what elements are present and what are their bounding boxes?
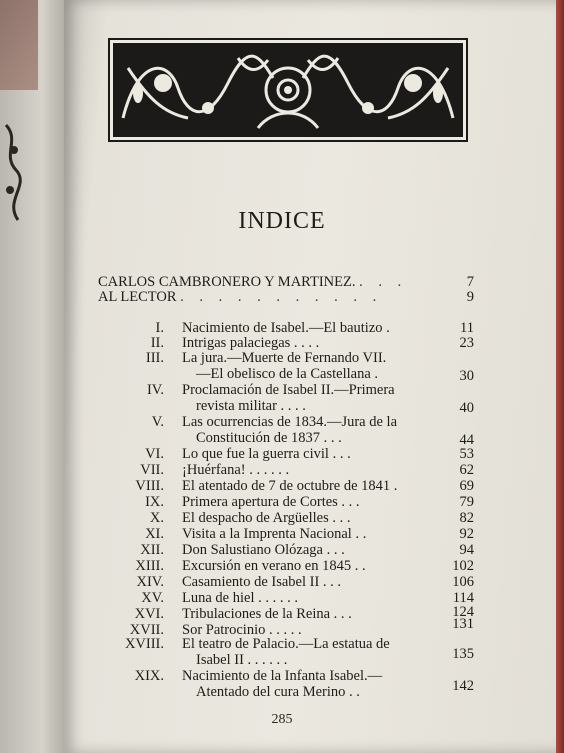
- chapter-number: VII.: [140, 462, 164, 478]
- page-reference: 7: [466, 274, 474, 290]
- chapter-number: I.: [155, 320, 164, 336]
- leader-dots: . . . . . . . . . . .: [180, 289, 383, 305]
- chapter-title[interactable]: ¡Huérfana! . . . . . .: [182, 462, 290, 478]
- chapter-number: XVIII.: [124, 636, 164, 652]
- page-reference: 92: [459, 526, 474, 542]
- page-reference: 135: [452, 646, 474, 662]
- chapter-title[interactable]: La jura.—Muerte de Fernando VII.: [182, 350, 387, 366]
- chapter-number: XIX.: [134, 668, 164, 684]
- chapter-title[interactable]: Luna de hiel . . . . . .: [182, 590, 298, 606]
- chapter-title[interactable]: Nacimiento de la Infanta Isabel.—: [182, 668, 383, 684]
- chapter-title[interactable]: El atentado de 7 de octubre de 1841 .: [182, 478, 398, 494]
- chapter-number: II.: [150, 335, 164, 351]
- chapter-number: XI.: [145, 526, 164, 542]
- chapter-number: XVI.: [134, 606, 164, 622]
- chapter-number: X.: [149, 510, 164, 526]
- chapter-title[interactable]: Don Salustiano Olózaga . . .: [182, 542, 345, 558]
- page-reference: 124: [452, 604, 474, 620]
- chapter-number: XIV.: [136, 574, 164, 590]
- chapter-number: IV.: [146, 382, 164, 398]
- page-reference: 102: [452, 558, 474, 574]
- chapter-title-continued: Isabel II . . . . . .: [196, 652, 288, 668]
- chapter-title[interactable]: El teatro de Palacio.—La estatua de: [182, 636, 390, 652]
- chapter-number: XII.: [140, 542, 164, 558]
- chapter-title[interactable]: Nacimiento de Isabel.—El bautizo .: [182, 320, 390, 336]
- page-reference: 44: [459, 432, 474, 448]
- front-matter-entry[interactable]: [98, 274, 407, 290]
- page-reference: 11: [460, 320, 474, 336]
- front-matter-entry[interactable]: [98, 289, 382, 305]
- chapter-title-continued: Atentado del cura Merino . .: [196, 684, 360, 700]
- chapter-title-continued: revista militar . . . .: [196, 398, 306, 414]
- leader-dots: . . .: [359, 274, 408, 290]
- book-binding: [0, 0, 38, 90]
- page-reference: 53: [459, 446, 474, 462]
- chapter-title[interactable]: Casamiento de Isabel II . . .: [182, 574, 342, 590]
- page-reference: 9: [466, 289, 474, 305]
- page-reference: 94: [459, 542, 474, 558]
- chapter-title[interactable]: Primera apertura de Cortes . . .: [182, 494, 360, 510]
- entry-label: CARLOS CAMBRONERO Y MARTINEZ.: [98, 274, 356, 290]
- chapter-title[interactable]: El despacho de Argüelles . . .: [182, 510, 351, 526]
- page-number: 285: [271, 712, 293, 727]
- page-reference: 40: [459, 400, 474, 416]
- chapter-number: III.: [145, 350, 164, 366]
- chapter-title[interactable]: Tribulaciones de la Reina . . .: [182, 606, 352, 622]
- facing-page: [0, 0, 70, 753]
- chapter-title[interactable]: Visita a la Imprenta Nacional . .: [182, 526, 367, 542]
- page-reference: 62: [459, 462, 474, 478]
- chapter-number: IX.: [145, 494, 164, 510]
- chapter-number: XIII.: [135, 558, 164, 574]
- page-reference: 23: [459, 335, 474, 351]
- page-reference: 142: [452, 678, 474, 694]
- entry-label: AL LECTOR: [98, 289, 177, 305]
- page-reference: 30: [459, 368, 474, 384]
- chapter-number: XVII.: [129, 622, 164, 638]
- chapter-number: VIII.: [135, 478, 164, 494]
- chapter-number: V.: [151, 414, 164, 430]
- page-reference: 79: [459, 494, 474, 510]
- chapter-title[interactable]: Lo que fue la guerra civil . . .: [182, 446, 351, 462]
- chapter-title[interactable]: Excursión en verano en 1845 . .: [182, 558, 366, 574]
- book-cover-edge: [556, 0, 564, 753]
- chapter-title[interactable]: Proclamación de Isabel II.—Primera: [182, 382, 395, 398]
- chapter-title-continued: —El obelisco de la Castellana .: [196, 366, 379, 382]
- chapter-number: VI.: [145, 446, 164, 462]
- index-title: INDICE: [238, 208, 326, 234]
- ornamental-headpiece-icon: [108, 38, 468, 142]
- chapter-number: XV.: [141, 590, 164, 606]
- page-reference: 69: [459, 478, 474, 494]
- chapter-title[interactable]: Las ocurrencias de 1834.—Jura de la: [182, 414, 398, 430]
- page-reference: 114: [452, 590, 474, 606]
- chapter-title-continued: Constitución de 1837 . . .: [196, 430, 342, 446]
- page-reference: 106: [452, 574, 474, 590]
- page-reference: 82: [459, 510, 474, 526]
- chapter-title[interactable]: Intrigas palaciegas . . . .: [182, 335, 320, 351]
- chapter-title[interactable]: Sor Patrocinio . . . . .: [182, 622, 302, 638]
- page-reference: 131: [452, 616, 474, 632]
